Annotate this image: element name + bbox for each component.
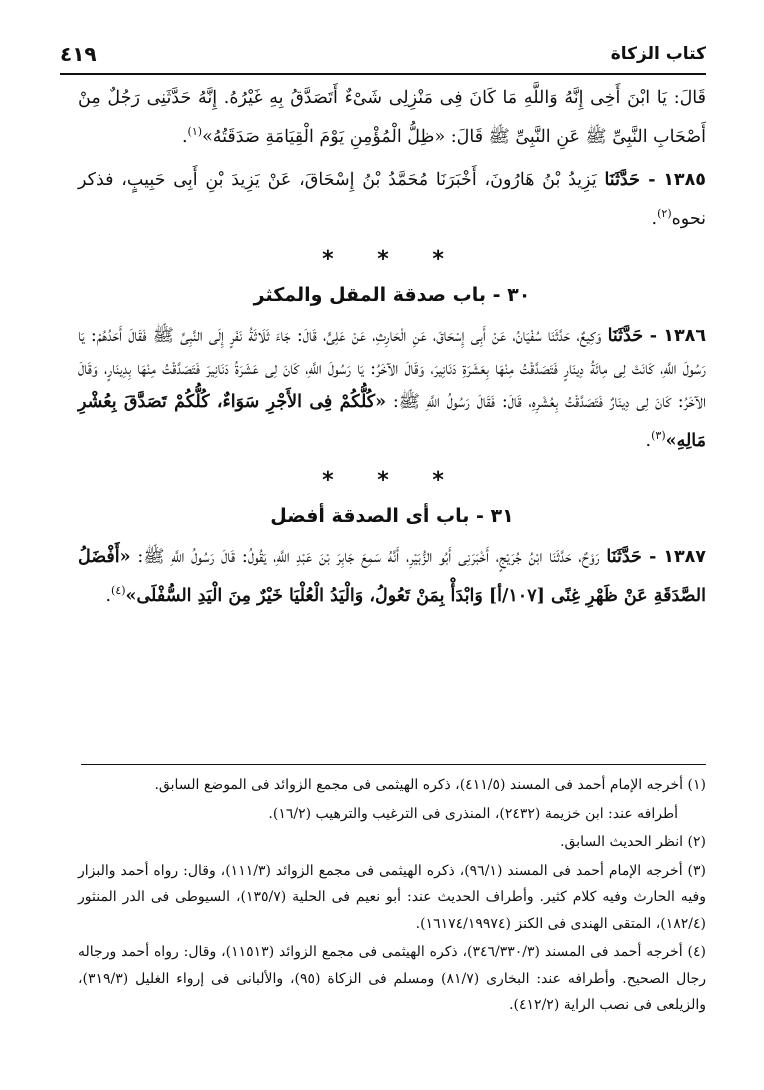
hadith-lead: - حَدَّثَنَا [606,547,657,568]
hadith-number: ١٣٨٧ [663,547,706,568]
hadith-text: يَزِيدُ بْنُ هَارُونَ، أَخْبَرَنَا مُحَمَّدُ بْنُ إِسْحَاقَ، عَنْ يَزِيدَ بْنِ أَبِى حَبِيبٍ، فذكر نحوه [78,169,706,229]
hadith-text: وَكِيعٌ، حَدَّثَنَا سُفْيَانُ، عَنْ أَبِى إِسْحَاقَ، عَنِ الْحَارِثِ، عَنْ عَلِىٍّ، قَالَ: جَاءَ ثَلَاثَةُ نَفَرٍ إِلَى النَّبِىِّ ﷺ فَقَالَ أَحَدُهُمْ: يَا رَسُولَ اللَّهِ، كَانَتْ لِى مِائَةُ دِينَارٍ فَتَصَدَّقْتُ مِنْهَا بِعَشَرَةِ دَنَانِيرَ، وَقَالَ الآخَرُ: يَا رَسُولَ اللَّهِ، كَانَ لِى عَشَرَةُ دَنَانِيرَ فَتَصَدَّقْتُ مِنْهَا بِدِينَارٍ، وَقَالَ الآخَرُ: كَانَ لِى دِينَارٌ فَتَصَدَّقْتُ بِعُشْرِهِ، قَالَ: فَقَالَ رَسُولُ اللَّهِ ﷺ: [78,325,706,412]
hadith-continuation: قَالَ: يَا ابْنَ أَخِى إِنَّهُ وَاللَّهِ مَا كَانَ فِى مَنْزِلِى شَىْءٌ أَتَصَدَّقُ بِهِ غَيْرُهُ. إِنَّهُ حَدَّثَنِى رَجُلٌ مِنْ أَصْحَابِ النَّبِىِّ ﷺ عَنِ النَّبِىِّ ﷺ قَالَ: «ظِلُّ الْمُؤْمِنِ يَوْمَ الْقِيَامَةِ صَدَقَتُهُ»$^{(١)}$. [78,88,706,147]
footnote-ref: (١) [187,125,203,138]
running-header [60,40,706,70]
hadith-lead: - حَدَّثَنَا [604,169,656,190]
header-rule [60,73,706,75]
footnote-ref: (٣) [651,428,666,442]
hadith-text: قَالَ: يَا ابْنَ أَخِى إِنَّهُ وَاللَّهِ مَا كَانَ فِى مَنْزِلِى شَىْءٌ أَتَصَدَّقُ بِهِ غَيْرُهُ. إِنَّهُ حَدَّثَنِى رَجُلٌ مِنْ أَصْحَابِ النَّبِىِّ ﷺ عَنِ النَّبِىِّ ﷺ قَالَ: «ظِلُّ الْمُؤْمِنِ يَوْمَ الْقِيَامَةِ صَدَقَتُهُ» [78,88,706,147]
footnote-rule [81,764,706,765]
hadith-text: رَوْحٌ، حَدَّثَنَا ابْنُ جُرَيْجٍ، أَخْبَرَنِى أَبُو الزُّبَيْرِ، أَنَّهُ سَمِعَ جَابِرَ بْنَ عَبْدِ اللَّهِ، يَقُولُ: قَالَ رَسُولُ اللَّهِ ﷺ: [137,547,600,568]
footnote-4: (٤) أخرجه أحمد فى المسند (٣٤٦/٣٣٠/٣)، ذكره الهيثمى فى مجمع الزوائد (١١٥١٣)، وقال: رواه أحمد ورجاله رجال الصحيح. وأطرافه عند: البخارى (٨١/٧) ومسلم فى الزكاة (٩٥)، والألبانى فى إرواء الغليل (٣١٩/٣)، والزيلعى فى نصب الراية (٤١٢/٢). [78,944,706,1013]
footnote-2: (٢) انظر الحديث السابق. [560,834,706,850]
hadith-number: ١٣٨٥ [663,169,706,190]
hadith-1385: ١٣٨٥ - حَدَّثَنَا يَزِيدُ بْنُ هَارُونَ، أَخْبَرَنَا مُحَمَّدُ بْنُ إِسْحَاقَ، عَنْ يَزِيدَ بْنِ أَبِى حَبِيبٍ، فذكر نحوه$^{(٢)}$. [78,169,706,229]
footnote-3: (٣) أخرجه الإمام أحمد فى المسند (٩٦/١)، ذكره الهيثمى فى مجمع الزوائد (١١١/٣)، وقال: رواه أحمد والبزار وفيه الحارث وفيه كلام كثير. وأطراف الحديث عند: أبو نعيم فى الحلية (١٣٥/٧)، السيوطى فى الدر المنثور (١٨٢/٤)، المتقى الهندى فى الكنز (١٦١٧٤/١٩٩٧٤). [78,862,706,932]
hadith-lead: - حَدَّثَنَا [607,325,658,346]
book-title: كتاب الزكاة [610,44,706,64]
chapter-heading-30: ٣٠ - باب صدقة المقل والمكثر [253,283,531,306]
prophetic-quote: «أَفْضَلُ الصَّدَقَةِ عَنْ ظَهْرِ غِنًى [١٠٧/أ] وَابْدَأْ بِمَنْ تَعُولُ، وَالْيَدُ الْعُلْيَا خَيْرٌ مِنَ الْيَدِ السُّفْلَى» [78,547,706,607]
hadith-1386: ١٣٨٦ - حَدَّثَنَا وَكِيعٌ، حَدَّثَنَا سُفْيَانُ، عَنْ أَبِى إِسْحَاقَ، عَنِ الْحَارِثِ، عَنْ عَلِىٍّ، قَالَ: جَاءَ ثَلَاثَةُ نَفَرٍ إِلَى النَّبِىِّ ﷺ فَقَالَ أَحَدُهُمْ: يَا رَسُولَ اللَّهِ، كَانَتْ لِى مِائَةُ دِينَارٍ فَتَصَدَّقْتُ مِنْهَا بِعَشَرَةِ دَنَانِيرَ، وَقَالَ الآخَرُ: يَا رَسُولَ اللَّهِ، كَانَ لِى عَشَرَةُ دَنَانِيرَ فَتَصَدَّقْتُ مِنْهَا بِدِينَارٍ، وَقَالَ الآخَرُ: كَانَ لِى دِينَارٌ فَتَصَدَّقْتُ بِعُشْرِهِ، قَالَ: فَقَالَ رَسُولُ اللَّهِ ﷺ: «كُلُّكُمْ فِى الأَجْرِ سَوَاءٌ، كُلُّكُمْ تَصَدَّقَ بِعُشْرِ مَالِهِ»$^{(٣)}$. [78,325,707,451]
footnote-1-continuation: أطرافه عند: ابن خزيمة (٢٤٣٢)، المنذرى فى الترغيب والترهيب (١٦/٢). [268,805,678,822]
footnote-ref: (٢) [657,206,672,220]
page-number: ٤١٩ [60,42,97,66]
section-separator: * * * [322,246,462,272]
hadith-1387: ١٣٨٧ - حَدَّثَنَا رَوْحٌ، حَدَّثَنَا ابْنُ جُرَيْجٍ، أَخْبَرَنِى أَبُو الزُّبَيْرِ، أَنَّهُ سَمِعَ جَابِرَ بْنَ عَبْدِ اللَّهِ، يَقُولُ: قَالَ رَسُولُ اللَّهِ ﷺ: «أَفْضَلُ الصَّدَقَةِ عَنْ ظَهْرِ غِنًى [١٠٧/أ] وَابْدَأْ بِمَنْ تَعُولُ، وَالْيَدُ الْعُلْيَا خَيْرٌ مِنَ الْيَدِ السُّفْلَى»$^{(٤)}$. [78,547,706,607]
footnotes [78,772,706,1021]
footnote-1: (١) أخرجه الإمام أحمد فى المسند (٤١١/٥)، ذكره الهيثمى فى مجمع الزوائد فى الموضع السابق. [154,777,706,793]
chapter-heading-31: ٣١ - باب أى الصدقة أفضل [270,505,514,528]
main-text [78,82,706,613]
prophetic-quote: «كُلُّكُمْ فِى الأَجْرِ سَوَاءٌ، كُلُّكُمْ تَصَدَّقَ بِعُشْرِ مَالِهِ» [78,391,706,451]
hadith-number: ١٣٨٦ [663,325,707,346]
section-separator: * * * [322,468,462,494]
footnote-ref: (٤) [111,584,126,598]
